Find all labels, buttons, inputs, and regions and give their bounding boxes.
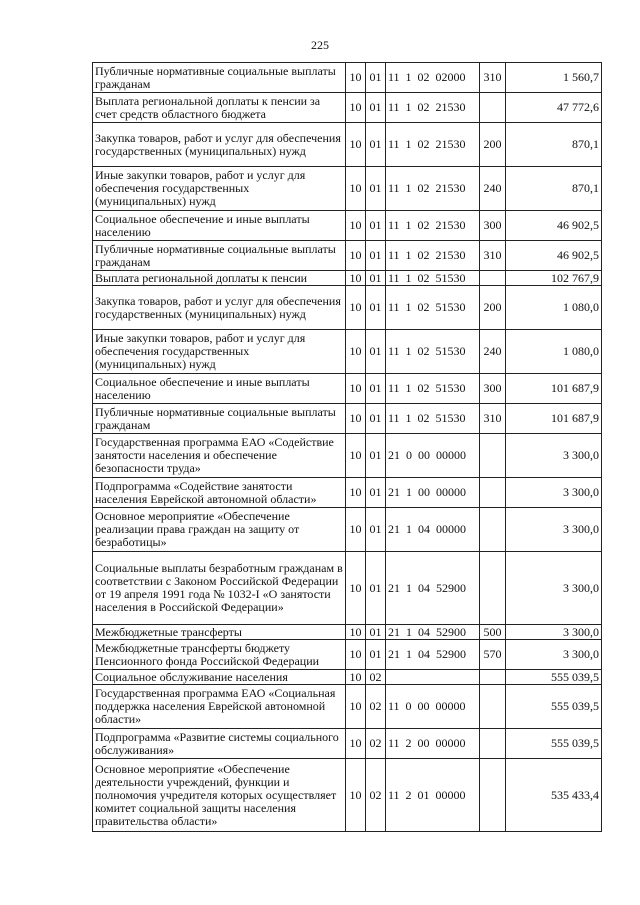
amount: 3 300,0 xyxy=(506,434,602,478)
section-code: 10 xyxy=(346,729,366,759)
subsection-code: 01 xyxy=(366,552,386,625)
target-article-code: 21 1 04 00000 xyxy=(386,508,480,552)
target-article-code: 11 1 02 21530 xyxy=(386,93,480,123)
section-code: 10 xyxy=(346,374,366,404)
subsection-code: 02 xyxy=(366,759,386,832)
amount: 46 902,5 xyxy=(506,211,602,241)
subsection-code: 01 xyxy=(366,478,386,508)
table-row xyxy=(93,211,602,241)
row-name: Государственная программа ЕАО «Социальная поддержка населения Еврейской автономной области» xyxy=(93,685,346,729)
expense-type-code: 300 xyxy=(480,374,506,404)
amount: 101 687,9 xyxy=(506,404,602,434)
table-row xyxy=(93,63,602,93)
row-name: Межбюджетные трансферты бюджету Пенсионного фонда Российской Федерации xyxy=(93,640,346,670)
section-code: 10 xyxy=(346,63,366,93)
amount: 3 300,0 xyxy=(506,508,602,552)
target-article-code: 11 1 02 21530 xyxy=(386,167,480,211)
section-code: 10 xyxy=(346,640,366,670)
row-name: Выплата региональной доплаты к пенсии за счет средств областного бюджета xyxy=(93,93,346,123)
target-article-code: 11 1 02 51530 xyxy=(386,374,480,404)
subsection-code: 01 xyxy=(366,241,386,271)
expense-type-code: 310 xyxy=(480,404,506,434)
row-name: Закупка товаров, работ и услуг для обеспечения государственных (муниципальных) нужд xyxy=(93,123,346,167)
section-code: 10 xyxy=(346,271,366,286)
table-row xyxy=(93,625,602,640)
target-article-code: 21 1 04 52900 xyxy=(386,552,480,625)
target-article-code: 21 1 00 00000 xyxy=(386,478,480,508)
subsection-code: 01 xyxy=(366,374,386,404)
row-name: Публичные нормативные социальные выплаты гражданам xyxy=(93,63,346,93)
amount: 47 772,6 xyxy=(506,93,602,123)
table-row xyxy=(93,286,602,330)
table-row xyxy=(93,374,602,404)
section-code: 10 xyxy=(346,670,366,685)
subsection-code: 01 xyxy=(366,434,386,478)
target-article-code: 11 0 00 00000 xyxy=(386,685,480,729)
table-row xyxy=(93,434,602,478)
amount: 3 300,0 xyxy=(506,625,602,640)
row-name: Выплата региональной доплаты к пенсии xyxy=(93,271,346,286)
section-code: 10 xyxy=(346,552,366,625)
section-code: 10 xyxy=(346,241,366,271)
subsection-code: 01 xyxy=(366,508,386,552)
section-code: 10 xyxy=(346,167,366,211)
table-row xyxy=(93,478,602,508)
row-name: Социальное обеспечение и иные выплаты населению xyxy=(93,211,346,241)
expense-type-code xyxy=(480,552,506,625)
target-article-code: 11 1 02 51530 xyxy=(386,286,480,330)
section-code: 10 xyxy=(346,685,366,729)
target-article-code: 11 2 00 00000 xyxy=(386,729,480,759)
target-article-code: 11 1 02 51530 xyxy=(386,330,480,374)
row-name: Подпрограмма «Развитие системы социального обслуживания» xyxy=(93,729,346,759)
expense-type-code: 500 xyxy=(480,625,506,640)
expense-type-code: 300 xyxy=(480,211,506,241)
expense-type-code: 310 xyxy=(480,63,506,93)
table-row xyxy=(93,640,602,670)
section-code: 10 xyxy=(346,625,366,640)
expense-type-code xyxy=(480,508,506,552)
expense-type-code: 240 xyxy=(480,167,506,211)
amount: 101 687,9 xyxy=(506,374,602,404)
target-article-code: 11 1 02 21530 xyxy=(386,211,480,241)
row-name: Социальное обслуживание населения xyxy=(93,670,346,685)
table-row xyxy=(93,404,602,434)
target-article-code: 21 1 04 52900 xyxy=(386,625,480,640)
subsection-code: 02 xyxy=(366,729,386,759)
expense-type-code xyxy=(480,93,506,123)
table-row xyxy=(93,759,602,832)
amount: 555 039,5 xyxy=(506,670,602,685)
row-name: Основное мероприятие «Обеспечение реализации права граждан на защиту от безработицы» xyxy=(93,508,346,552)
expense-type-code xyxy=(480,685,506,729)
expense-type-code xyxy=(480,434,506,478)
row-name: Публичные нормативные социальные выплаты гражданам xyxy=(93,241,346,271)
subsection-code: 02 xyxy=(366,670,386,685)
amount: 1 080,0 xyxy=(506,330,602,374)
amount: 870,1 xyxy=(506,167,602,211)
target-article-code: 11 1 02 02000 xyxy=(386,63,480,93)
target-article-code: 11 1 02 51530 xyxy=(386,271,480,286)
subsection-code: 01 xyxy=(366,123,386,167)
amount: 3 300,0 xyxy=(506,640,602,670)
subsection-code: 01 xyxy=(366,271,386,286)
amount: 555 039,5 xyxy=(506,685,602,729)
section-code: 10 xyxy=(346,211,366,241)
page-number: 225 xyxy=(311,38,329,52)
section-code: 10 xyxy=(346,330,366,374)
section-code: 10 xyxy=(346,434,366,478)
table-row xyxy=(93,685,602,729)
expense-type-code xyxy=(480,478,506,508)
expense-type-code: 570 xyxy=(480,640,506,670)
row-name: Закупка товаров, работ и услуг для обеспечения государственных (муниципальных) нужд xyxy=(93,286,346,330)
expense-type-code xyxy=(480,729,506,759)
subsection-code: 01 xyxy=(366,63,386,93)
section-code: 10 xyxy=(346,123,366,167)
subsection-code: 01 xyxy=(366,640,386,670)
table-row xyxy=(93,729,602,759)
section-code: 10 xyxy=(346,404,366,434)
subsection-code: 01 xyxy=(366,167,386,211)
row-name: Социальное обеспечение и иные выплаты населению xyxy=(93,374,346,404)
table-row xyxy=(93,670,602,685)
amount: 870,1 xyxy=(506,123,602,167)
amount: 102 767,9 xyxy=(506,271,602,286)
target-article-code: 11 1 02 51530 xyxy=(386,404,480,434)
section-code: 10 xyxy=(346,759,366,832)
table-row xyxy=(93,167,602,211)
section-code: 10 xyxy=(346,478,366,508)
section-code: 10 xyxy=(346,286,366,330)
amount: 46 902,5 xyxy=(506,241,602,271)
table-row xyxy=(93,271,602,286)
expense-type-code xyxy=(480,759,506,832)
expense-type-code xyxy=(480,271,506,286)
amount: 1 560,7 xyxy=(506,63,602,93)
target-article-code: 11 2 01 00000 xyxy=(386,759,480,832)
expense-type-code: 240 xyxy=(480,330,506,374)
subsection-code: 01 xyxy=(366,625,386,640)
row-name: Иные закупки товаров, работ и услуг для обеспечения государственных (муниципальных) нужд xyxy=(93,330,346,374)
amount: 555 039,5 xyxy=(506,729,602,759)
budget-table xyxy=(92,62,602,832)
target-article-code: 21 1 04 52900 xyxy=(386,640,480,670)
row-name: Государственная программа ЕАО «Содействие занятости населения и обеспечение безопасности труда» xyxy=(93,434,346,478)
subsection-code: 01 xyxy=(366,93,386,123)
section-code: 10 xyxy=(346,93,366,123)
expense-type-code xyxy=(480,670,506,685)
target-article-code: 21 0 00 00000 xyxy=(386,434,480,478)
table-row xyxy=(93,552,602,625)
table-row xyxy=(93,93,602,123)
target-article-code: 11 1 02 21530 xyxy=(386,123,480,167)
expense-type-code: 200 xyxy=(480,123,506,167)
expense-type-code: 200 xyxy=(480,286,506,330)
table-row xyxy=(93,241,602,271)
row-name: Подпрограмма «Содействие занятости населения Еврейской автономной области» xyxy=(93,478,346,508)
amount: 1 080,0 xyxy=(506,286,602,330)
section-code: 10 xyxy=(346,508,366,552)
subsection-code: 01 xyxy=(366,286,386,330)
row-name: Межбюджетные трансферты xyxy=(93,625,346,640)
subsection-code: 01 xyxy=(366,330,386,374)
target-article-code: 11 1 02 21530 xyxy=(386,241,480,271)
subsection-code: 02 xyxy=(366,685,386,729)
amount: 3 300,0 xyxy=(506,478,602,508)
subsection-code: 01 xyxy=(366,404,386,434)
amount: 3 300,0 xyxy=(506,552,602,625)
table-row xyxy=(93,508,602,552)
subsection-code: 01 xyxy=(366,211,386,241)
row-name: Публичные нормативные социальные выплаты гражданам xyxy=(93,404,346,434)
row-name: Основное мероприятие «Обеспечение деятельности учреждений, функции и полномочия учредителя которых осуществляет комитет социальной защиты населения правительства области» xyxy=(93,759,346,832)
row-name: Иные закупки товаров, работ и услуг для обеспечения государственных (муниципальных) нужд xyxy=(93,167,346,211)
target-article-code xyxy=(386,670,480,685)
expense-type-code: 310 xyxy=(480,241,506,271)
table-row xyxy=(93,330,602,374)
table-row xyxy=(93,123,602,167)
amount: 535 433,4 xyxy=(506,759,602,832)
row-name: Социальные выплаты безработным гражданам в соответствии с Законом Российской Федерации от 19 апреля 1991 года № 1032-I «О занятости населения в Российской Федерации» xyxy=(93,552,346,625)
